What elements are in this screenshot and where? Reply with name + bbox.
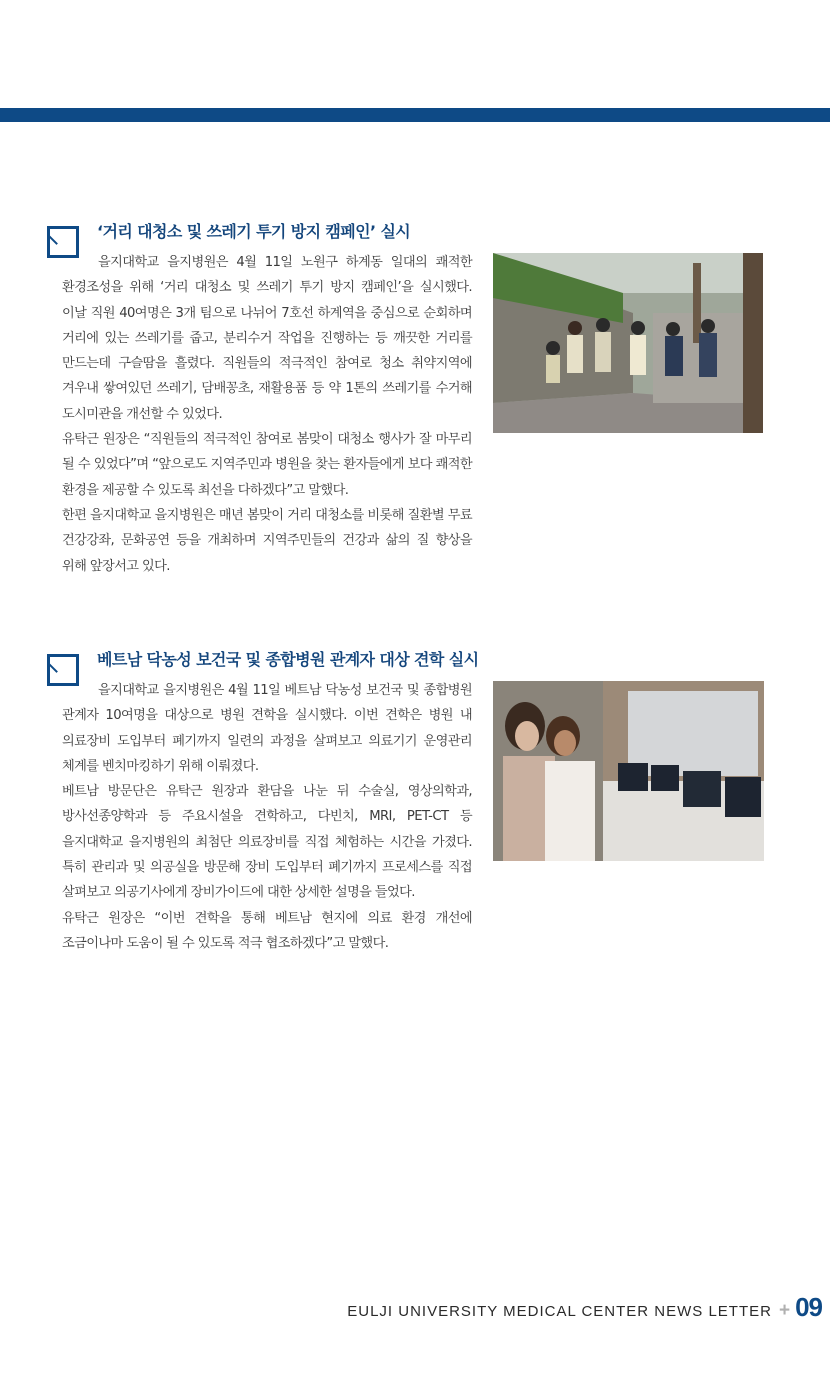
- article-title: 베트남 닥농성 보건국 및 종합병원 관계자 대상 견학 실시: [97, 650, 479, 669]
- article-paragraph: 베트남 방문단은 유탁근 원장과 환담을 나눈 뒤 수술실, 영상의학과, 방사선종양학과 등 주요시설을 견학하고, 다빈치, MRI, PET-CT 등 을지대학교 을지병원의 최첨단 의료장비를 직접 체험하는 시간을 가졌다. 특히 관리과 및 의공실을 방문해 장비 도입부터 폐기까지 프로세스를 직접 살펴보고 의공기사에게 장비가이드에 대한 상세한 설명을 들었다.: [62, 784, 472, 901]
- article-paragraph: 을지대학교 을지병원은 4월 11일 베트남 닥농성 보건국 및 종합병원 관계자 10여명을 대상으로 병원 견학을 실시했다. 이번 견학은 병원 내 의료장비 도입부터 폐기까지 일련의 과정을 살펴보고 의료기기 운영관리 체계를 벤치마킹하기 위해 이뤄졌다.: [62, 683, 472, 774]
- article-paragraph: 을지대학교 을지병원은 4월 11일 노원구 하계동 일대의 쾌적한 환경조성을 위해 ‘거리 대청소 및 쓰레기 투기 방지 캠페인’을 실시했다. 이날 직원 40여명은 3개 팀으로 나뉘어 7호선 하계역을 중심으로 순회하며 거리에 있는 쓰레기를 줍고, 분리수거 작업을 진행하는 등 깨끗한 거리를 만드는데 구슬땀을 흘렸다. 직원들의 적극적인 참여로 청소 취약지역에 겨우내 쌓여있던 쓰레기, 담배꽁초, 재활용품 등 약 1톤의 쓰레기를 수거해 도시미관을 개선할 수 있었다.: [62, 255, 472, 422]
- article-body: [62, 250, 472, 579]
- hospital-visit-photo: [493, 681, 764, 861]
- newsletter-name: EULJI UNIVERSITY MEDICAL CENTER NEWS LETTER: [347, 1303, 772, 1320]
- header-color-band: [0, 108, 830, 122]
- article-paragraph: 유탁근 원장은 “이번 견학을 통해 베트남 현지에 의료 환경 개선에 조금이나마 도움이 될 수 있도록 적극 협조하겠다”고 말했다.: [62, 910, 472, 951]
- page-footer: [347, 1292, 822, 1323]
- article-body: [62, 678, 472, 956]
- cleanup-campaign-photo: [493, 253, 763, 433]
- article-paragraph: 유탁근 원장은 “직원들의 적극적인 참여로 봄맞이 대청소 행사가 잘 마무리 될 수 있었다”며 “앞으로도 지역주민과 병원을 찾는 환자들에게 보다 쾌적한 환경을 제공할 수 있도록 최선을 다하겠다”고 말했다.: [62, 432, 472, 498]
- article-title: ‘거리 대청소 및 쓰레기 투기 방지 캠페인’ 실시: [97, 222, 411, 241]
- footer-separator: +: [778, 1300, 791, 1321]
- article-paragraph: 한편 을지대학교 을지병원은 매년 봄맞이 거리 대청소를 비롯해 질환별 무료 건강강좌, 문화공연 등을 개최하며 지역주민들의 건강과 삶의 질 향상을 위해 앞장서고 있다.: [62, 507, 472, 574]
- page-number: 09: [795, 1292, 822, 1322]
